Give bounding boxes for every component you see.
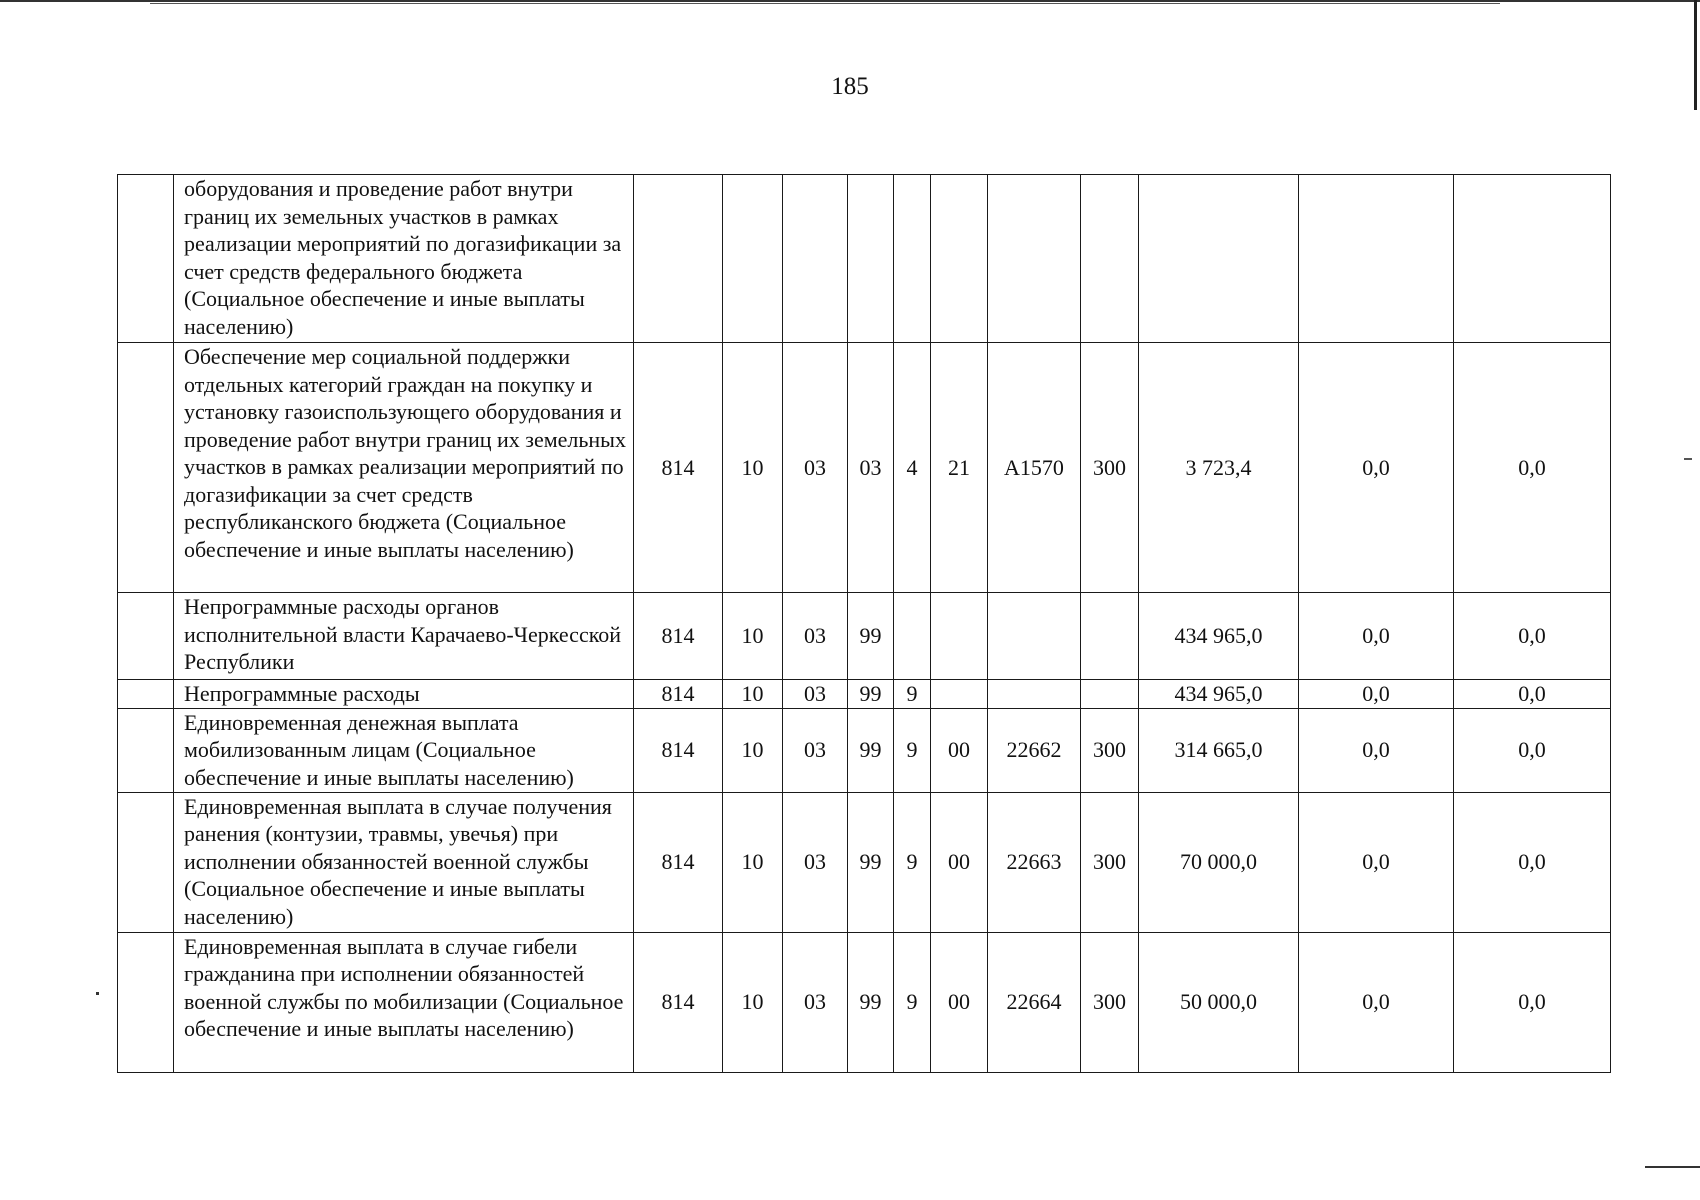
amount-cell xyxy=(1454,175,1611,343)
target-direction-code-cell: 22664 xyxy=(988,932,1081,1072)
section-code-cell: 10 xyxy=(723,593,783,680)
table-row xyxy=(118,792,1611,932)
subsection-code-cell: 03 xyxy=(783,792,848,932)
target-direction-code-cell: А1570 xyxy=(988,343,1081,593)
amount-cell: 3 723,4 xyxy=(1139,343,1299,593)
amount-cell: 314 665,0 xyxy=(1139,708,1299,792)
gr-code-cell: 814 xyxy=(634,680,723,709)
target-type-code-cell: 9 xyxy=(894,708,931,792)
amount-cell: 50 000,0 xyxy=(1139,932,1299,1072)
amount-cell: 434 965,0 xyxy=(1139,593,1299,680)
scan-mark-bottom xyxy=(1645,1166,1700,1168)
target-type-code-cell xyxy=(894,175,931,343)
amount-cell: 0,0 xyxy=(1299,792,1454,932)
section-code-cell: 10 xyxy=(723,680,783,709)
gr-code-cell: 814 xyxy=(634,792,723,932)
target-type-code-cell xyxy=(894,593,931,680)
section-code-cell: 10 xyxy=(723,343,783,593)
target-program-code-cell: 99 xyxy=(848,932,894,1072)
expense-name-cell: Единовременная выплата в случае гибели гражданина при исполнении обязанностей военной службы по мобилизации (Социальное обеспечение и иные выплаты населению) xyxy=(174,932,634,1072)
target-main-code-cell: 00 xyxy=(931,708,988,792)
amount-cell: 0,0 xyxy=(1454,343,1611,593)
table-row xyxy=(118,343,1611,593)
scan-mark-right xyxy=(1684,458,1692,460)
target-program-code-cell xyxy=(848,175,894,343)
row-number-cell xyxy=(118,680,174,709)
target-main-code-cell: 00 xyxy=(931,792,988,932)
amount-cell: 0,0 xyxy=(1299,708,1454,792)
target-main-code-cell: 21 xyxy=(931,343,988,593)
amount-cell: 0,0 xyxy=(1299,932,1454,1072)
gr-code-cell xyxy=(634,175,723,343)
target-direction-code-cell: 22663 xyxy=(988,792,1081,932)
subsection-code-cell: 03 xyxy=(783,343,848,593)
row-number-cell xyxy=(118,175,174,343)
table-row xyxy=(118,708,1611,792)
target-program-code-cell: 99 xyxy=(848,680,894,709)
subsection-code-cell xyxy=(783,175,848,343)
amount-cell: 0,0 xyxy=(1454,680,1611,709)
subsection-code-cell: 03 xyxy=(783,932,848,1072)
target-main-code-cell: 00 xyxy=(931,932,988,1072)
amount-cell: 0,0 xyxy=(1454,593,1611,680)
amount-cell: 0,0 xyxy=(1454,932,1611,1072)
expense-type-code-cell: 300 xyxy=(1081,708,1139,792)
expense-type-code-cell: 300 xyxy=(1081,343,1139,593)
target-program-code-cell: 99 xyxy=(848,593,894,680)
expense-name-cell: Непрограммные расходы xyxy=(174,680,634,709)
scan-dot-left xyxy=(96,992,99,995)
table-row xyxy=(118,593,1611,680)
target-type-code-cell: 4 xyxy=(894,343,931,593)
row-number-cell xyxy=(118,708,174,792)
subsection-code-cell: 03 xyxy=(783,680,848,709)
amount-cell: 434 965,0 xyxy=(1139,680,1299,709)
expense-type-code-cell: 300 xyxy=(1081,932,1139,1072)
section-code-cell xyxy=(723,175,783,343)
amount-cell xyxy=(1299,175,1454,343)
page-number: 185 xyxy=(831,73,869,100)
table-row xyxy=(118,680,1611,709)
target-program-code-cell: 03 xyxy=(848,343,894,593)
target-program-code-cell: 99 xyxy=(848,792,894,932)
section-code-cell: 10 xyxy=(723,708,783,792)
amount-cell: 0,0 xyxy=(1454,708,1611,792)
scan-edge-top xyxy=(0,0,1700,2)
target-direction-code-cell xyxy=(988,593,1081,680)
expense-type-code-cell xyxy=(1081,175,1139,343)
expense-type-code-cell xyxy=(1081,593,1139,680)
gr-code-cell: 814 xyxy=(634,593,723,680)
amount-cell: 0,0 xyxy=(1299,343,1454,593)
gr-code-cell: 814 xyxy=(634,708,723,792)
budget-table xyxy=(117,174,1611,1073)
gr-code-cell: 814 xyxy=(634,343,723,593)
table-row xyxy=(118,932,1611,1072)
target-type-code-cell: 9 xyxy=(894,792,931,932)
target-direction-code-cell xyxy=(988,175,1081,343)
amount-cell: 0,0 xyxy=(1299,680,1454,709)
target-type-code-cell: 9 xyxy=(894,932,931,1072)
target-direction-code-cell xyxy=(988,680,1081,709)
expense-type-code-cell: 300 xyxy=(1081,792,1139,932)
target-main-code-cell xyxy=(931,680,988,709)
table-row xyxy=(118,175,1611,343)
row-number-cell xyxy=(118,792,174,932)
row-number-cell xyxy=(118,932,174,1072)
expense-name-cell: Единовременная выплата в случае получения ранения (контузии, травмы, увечья) при исполнении обязанностей военной службы (Социальное обеспечение и иные выплаты населению) xyxy=(174,792,634,932)
expense-name-cell: Единовременная денежная выплата мобилизованным лицам (Социальное обеспечение и иные выплаты населению) xyxy=(174,708,634,792)
target-main-code-cell xyxy=(931,593,988,680)
amount-cell: 0,0 xyxy=(1454,792,1611,932)
amount-cell xyxy=(1139,175,1299,343)
expense-name-cell: оборудования и проведение работ внутри границ их земельных участков в рамках реализации мероприятий по догазификации за счет средств федерального бюджета (Социальное обеспечение и иные выплаты населению) xyxy=(174,175,634,343)
target-program-code-cell: 99 xyxy=(848,708,894,792)
subsection-code-cell: 03 xyxy=(783,593,848,680)
target-type-code-cell: 9 xyxy=(894,680,931,709)
target-main-code-cell xyxy=(931,175,988,343)
gr-code-cell: 814 xyxy=(634,932,723,1072)
section-code-cell: 10 xyxy=(723,932,783,1072)
amount-cell: 70 000,0 xyxy=(1139,792,1299,932)
subsection-code-cell: 03 xyxy=(783,708,848,792)
expense-name-cell: Обеспечение мер социальной поддержки отдельных категорий граждан на покупку и установку газоиспользующего оборудования и проведение работ внутри границ их земельных участков в рамках реализации мероприятий по догазификации за счет средств республиканского бюджета (Социальное обеспечение и иные выплаты населению) xyxy=(174,343,634,593)
scan-edge-top-secondary xyxy=(150,3,1500,4)
expense-type-code-cell xyxy=(1081,680,1139,709)
row-number-cell xyxy=(118,343,174,593)
target-direction-code-cell: 22662 xyxy=(988,708,1081,792)
amount-cell: 0,0 xyxy=(1299,593,1454,680)
row-number-cell xyxy=(118,593,174,680)
expense-name-cell: Непрограммные расходы органов исполнительной власти Карачаево-Черкесской Республики xyxy=(174,593,634,680)
section-code-cell: 10 xyxy=(723,792,783,932)
